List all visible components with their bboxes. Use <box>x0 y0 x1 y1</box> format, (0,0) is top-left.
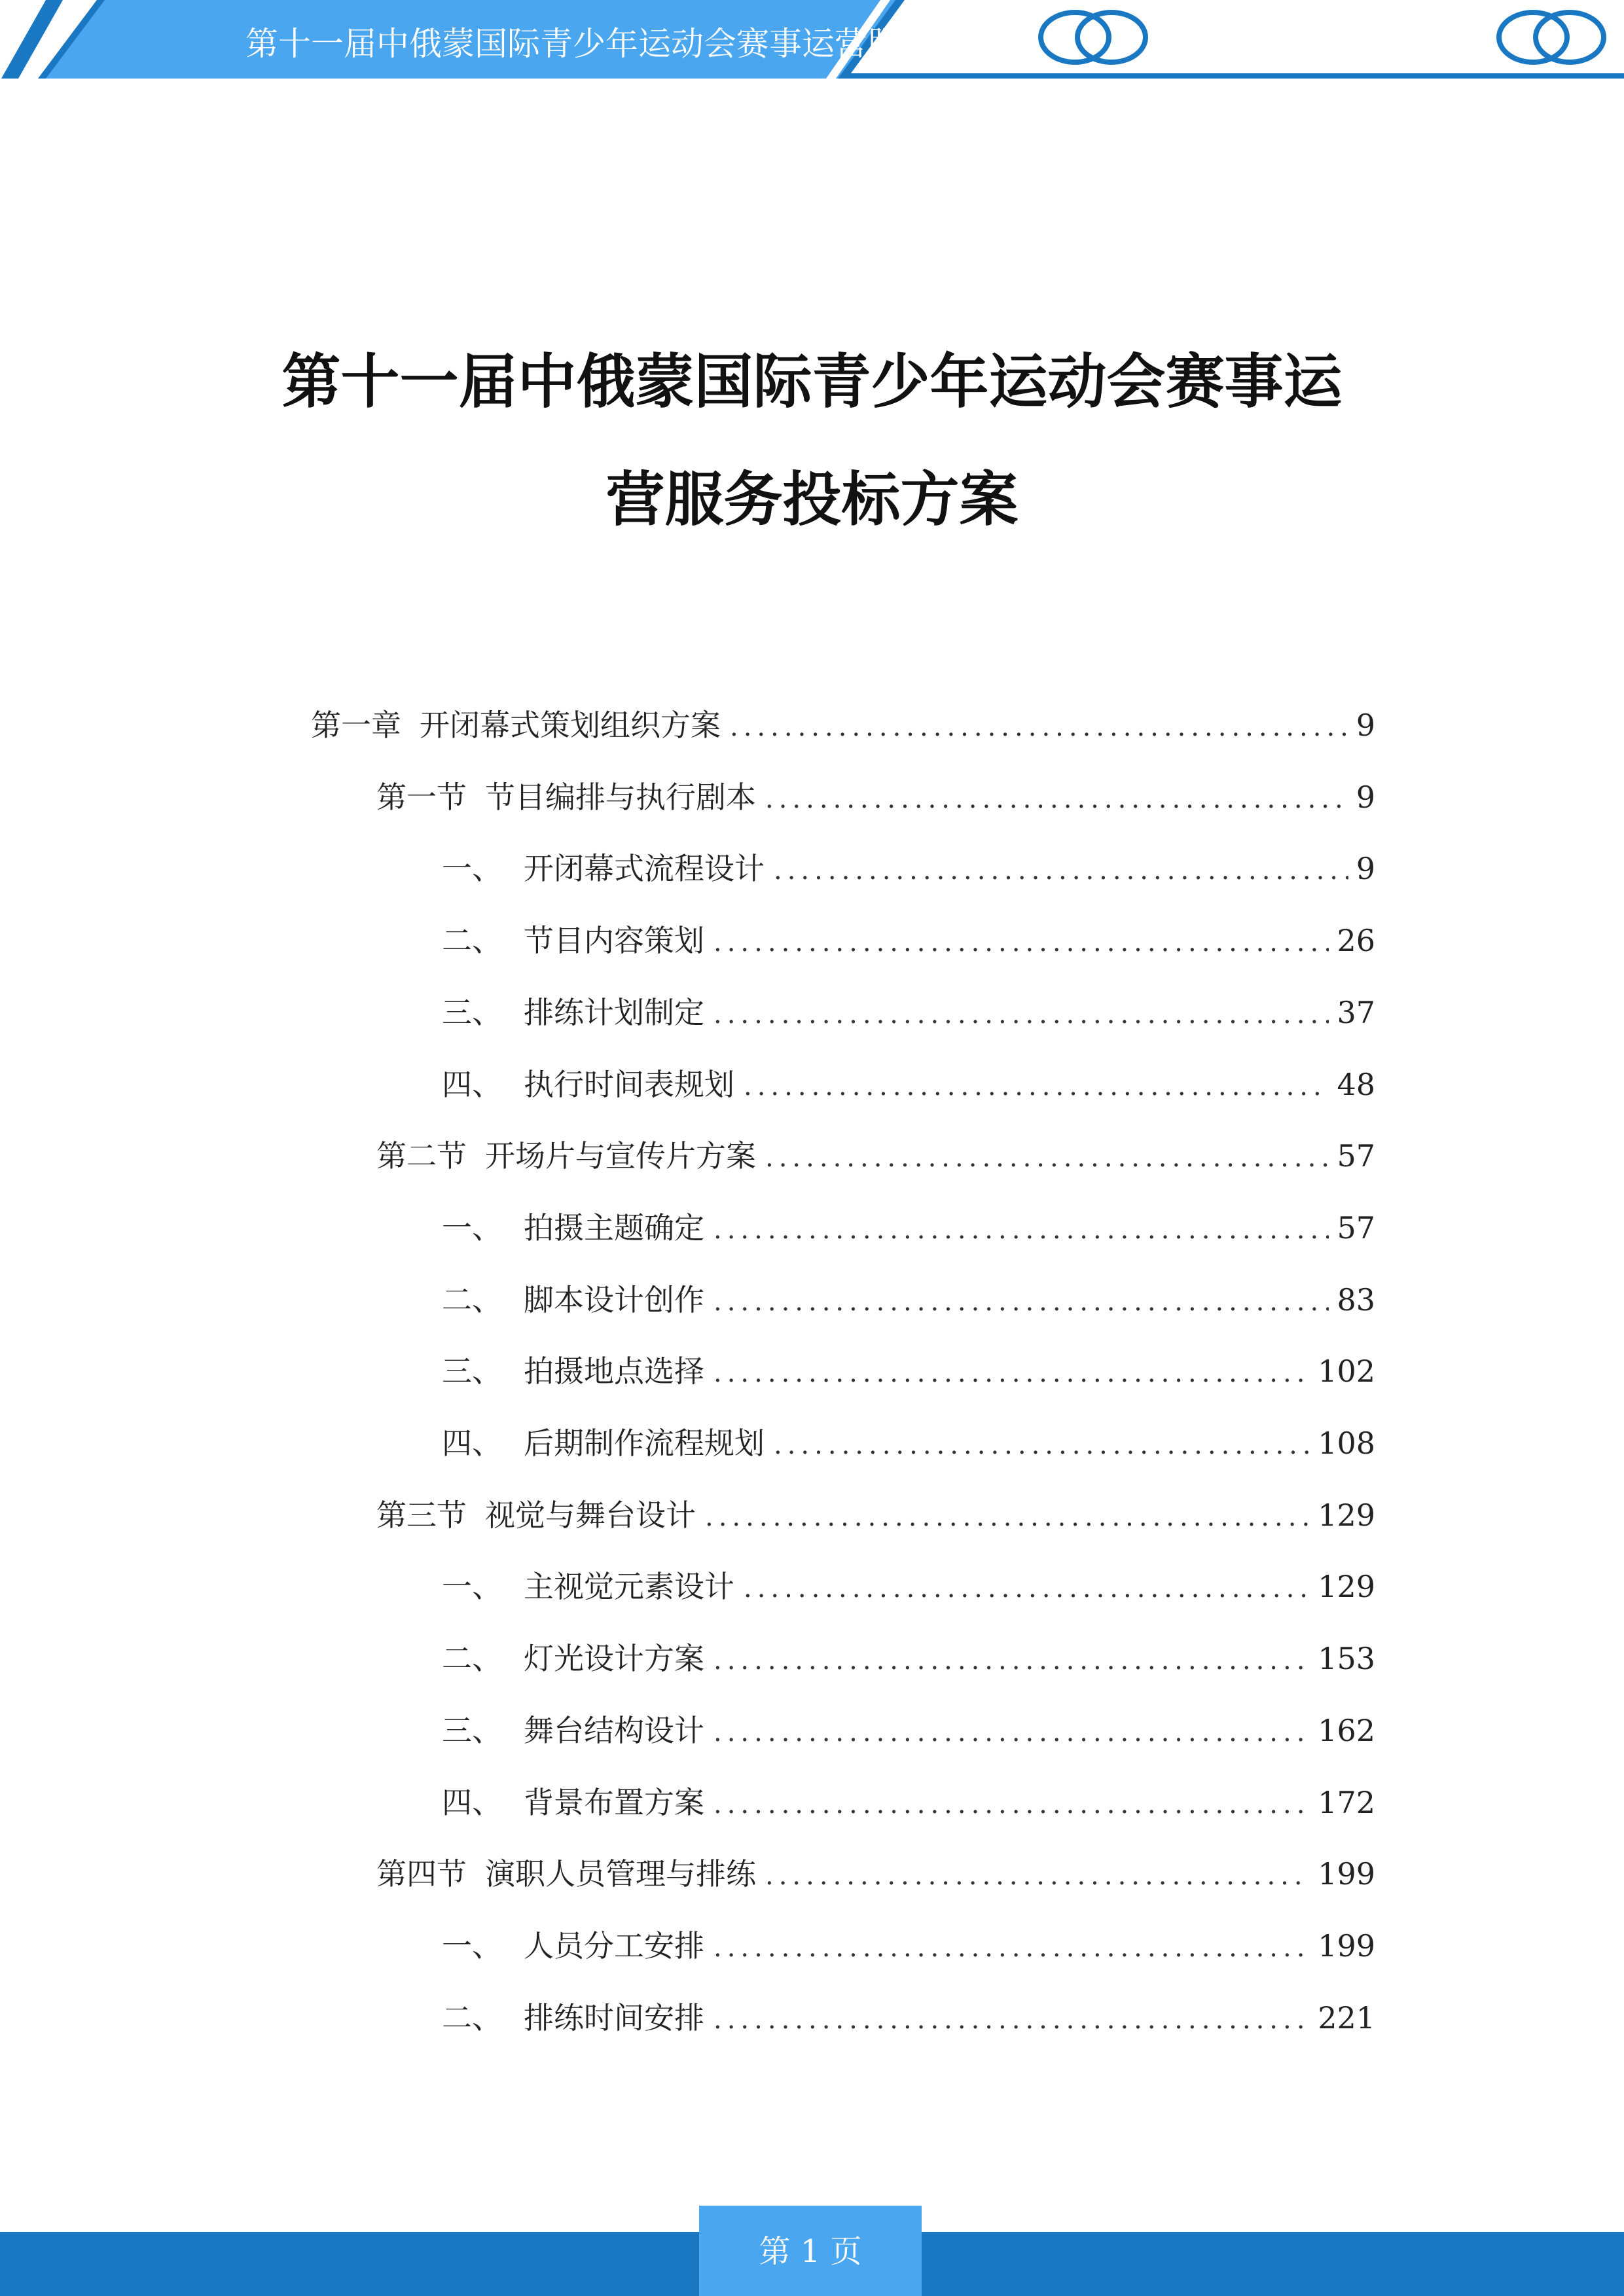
toc-dot-leader <box>765 773 1348 825</box>
toc-entry-page: 26 <box>1337 923 1375 958</box>
toc-entry-page: 221 <box>1318 2000 1375 2036</box>
toc-entry-page: 199 <box>1318 1928 1375 1964</box>
toc-entry[interactable] <box>311 699 1375 751</box>
toc-dot-leader <box>713 988 1329 1041</box>
toc-entry-label: 开场片与宣传片方案 <box>485 1138 756 1174</box>
toc-dot-leader <box>744 1060 1329 1113</box>
toc-entry-label: 排练时间安排 <box>524 2000 704 2036</box>
toc-entry-number: 第一章 <box>311 708 401 743</box>
toc-entry[interactable] <box>442 842 1375 895</box>
toc-entry-number: 一、 <box>442 1569 502 1604</box>
toc-dot-leader <box>713 1994 1310 2046</box>
toc-dot-leader <box>713 1347 1310 1399</box>
toc-entry-page: 57 <box>1337 1210 1375 1246</box>
toc-entry-label: 排练计划制定 <box>524 995 704 1030</box>
toc-dot-leader <box>705 1491 1310 1543</box>
toc-dot-leader <box>713 1634 1310 1687</box>
toc-entry-page: 172 <box>1318 1785 1375 1820</box>
toc-dot-leader <box>765 1850 1310 1902</box>
toc-entry-label: 拍摄地点选择 <box>524 1354 704 1389</box>
toc-entry-number: 一、 <box>442 1928 502 1964</box>
toc-entry[interactable] <box>376 1848 1375 1900</box>
toc-entry[interactable] <box>442 1632 1375 1685</box>
toc-dot-leader <box>713 1706 1310 1759</box>
toc-entry-number: 第一节 <box>376 780 467 815</box>
toc-entry-page: 57 <box>1337 1138 1375 1174</box>
toc-entry-number: 二、 <box>442 1641 502 1676</box>
toc-entry[interactable] <box>376 771 1375 823</box>
toc-entry-number: 四、 <box>442 1785 502 1820</box>
toc-entry-number: 二、 <box>442 1282 502 1318</box>
toc-entry[interactable] <box>442 1345 1375 1397</box>
toc-dot-leader <box>713 1778 1310 1831</box>
toc-entry-number: 一、 <box>442 851 502 886</box>
toc-dot-leader <box>713 916 1329 969</box>
toc-entry-number: 二、 <box>442 2000 502 2036</box>
toc-dot-leader <box>744 1562 1310 1615</box>
toc-entry-number: 三、 <box>442 1354 502 1389</box>
toc-entry-label: 节目编排与执行剧本 <box>485 780 756 815</box>
toc-entry-label: 灯光设计方案 <box>524 1641 704 1676</box>
toc-entry-page: 9 <box>1356 780 1375 815</box>
header-title: 第十一届中俄蒙国际青少年运动会赛事运营服务投标方案 <box>245 25 1064 63</box>
toc-entry-page: 9 <box>1356 708 1375 743</box>
toc-entry-page: 199 <box>1318 1856 1375 1892</box>
toc-entry-page: 162 <box>1318 1713 1375 1748</box>
toc-entry-number: 第二节 <box>376 1138 467 1174</box>
toc-entry-label: 舞台结构设计 <box>524 1713 704 1748</box>
toc-dot-leader <box>713 1922 1310 1974</box>
toc-entry-label: 主视觉元素设计 <box>524 1569 734 1604</box>
toc-entry-label: 节目内容策划 <box>524 923 704 958</box>
toc-entry[interactable] <box>442 1704 1375 1757</box>
toc-entry[interactable] <box>376 1130 1375 1182</box>
toc-entry[interactable] <box>442 986 1375 1039</box>
toc-dot-leader <box>730 701 1348 753</box>
toc-entry-label: 脚本设计创作 <box>524 1282 704 1318</box>
toc-entry-page: 48 <box>1337 1067 1375 1102</box>
toc-entry-number: 第四节 <box>376 1856 467 1892</box>
toc-entry[interactable] <box>442 1776 1375 1829</box>
page-header <box>0 0 1624 85</box>
toc-entry-page: 37 <box>1337 995 1375 1030</box>
toc-entry[interactable] <box>442 1920 1375 1972</box>
toc-dot-leader <box>774 844 1348 897</box>
toc-entry-label: 人员分工安排 <box>524 1928 704 1964</box>
toc-entry-label: 背景布置方案 <box>524 1785 704 1820</box>
toc-entry[interactable] <box>442 1058 1375 1111</box>
toc-dot-leader <box>713 1276 1329 1328</box>
toc-dot-leader <box>774 1419 1310 1471</box>
toc-entry[interactable] <box>442 1560 1375 1613</box>
toc-entry-number: 一、 <box>442 1210 502 1246</box>
document-title-line-2: 营服务投标方案 <box>605 465 1019 534</box>
toc-entry[interactable] <box>442 1417 1375 1469</box>
toc-entry-label: 开闭幕式策划组织方案 <box>420 708 721 743</box>
toc-entry[interactable] <box>442 1202 1375 1254</box>
page-number: 第 1 页 <box>759 2233 862 2270</box>
toc-entry-page: 153 <box>1318 1641 1375 1676</box>
toc-entry-number: 四、 <box>442 1067 502 1102</box>
toc-entry-page: 102 <box>1318 1354 1375 1389</box>
toc-entry-number: 三、 <box>442 995 502 1030</box>
toc-entry-label: 后期制作流程规划 <box>524 1426 765 1461</box>
toc-entry[interactable] <box>442 914 1375 967</box>
toc-entry-page: 9 <box>1356 851 1375 886</box>
toc-dot-leader <box>713 1204 1329 1256</box>
toc-entry-page: 129 <box>1318 1498 1375 1533</box>
toc-entry-label: 拍摄主题确定 <box>524 1210 704 1246</box>
toc-entry-label: 视觉与舞台设计 <box>485 1498 696 1533</box>
toc-entry-number: 第三节 <box>376 1498 467 1533</box>
toc-entry-page: 108 <box>1318 1426 1375 1461</box>
toc-entry[interactable] <box>376 1489 1375 1541</box>
toc-entry-page: 129 <box>1318 1569 1375 1604</box>
toc-entry-label: 开闭幕式流程设计 <box>524 851 765 886</box>
toc-entry-label: 演职人员管理与排练 <box>485 1856 756 1892</box>
toc-entry-label: 执行时间表规划 <box>524 1067 734 1102</box>
toc-entry-number: 三、 <box>442 1713 502 1748</box>
toc-entry[interactable] <box>442 1274 1375 1326</box>
toc-entry[interactable] <box>442 1992 1375 2044</box>
document-title-line-1: 第十一届中俄蒙国际青少年运动会赛事运 <box>281 348 1343 416</box>
toc-entry-page: 83 <box>1337 1282 1375 1318</box>
toc-entry-number: 二、 <box>442 923 502 958</box>
toc-dot-leader <box>765 1132 1329 1184</box>
toc-entry-number: 四、 <box>442 1426 502 1461</box>
